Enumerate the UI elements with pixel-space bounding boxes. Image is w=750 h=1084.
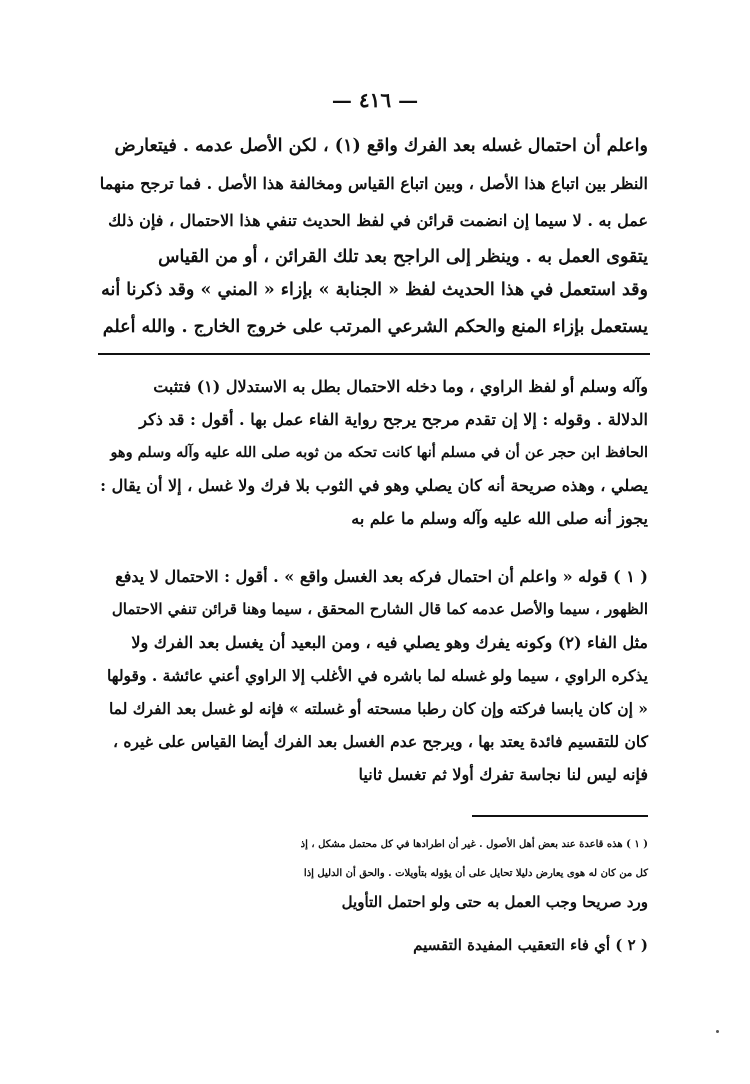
main-paragraph-2 xyxy=(100,272,648,346)
text-line: فإنه ليس لنا نجاسة تفرك أولا ثم تغسل ثانيا xyxy=(358,765,648,784)
main-paragraph-1 xyxy=(100,128,648,276)
text-line: النظر بين اتباع هذا الأصل ، وبين اتباع القياس ومخالفة هذا الأصل . فما ترجح منهما xyxy=(99,174,648,193)
text-line: الدلالة . وقوله : إلا إن تقدم مرجح يرجح رواية الفاء عمل بها . أقول : قد ذكر xyxy=(139,410,648,429)
text-line: يتقوى العمل به . وينظر إلى الراجح بعد تلك القرائن ، أو من القياس xyxy=(158,247,648,267)
commentary-paragraph-2 xyxy=(100,560,648,791)
text-line: وآله وسلم أو لفظ الراوي ، وما دخله الاحتمال بطل به الاستدلال (١) فتثبت xyxy=(153,377,648,396)
text-line: « إن كان يابسا فركته وإن كان رطبا مسحته أو غسلته » فإنه لو غسل بعد الفرك لما xyxy=(108,699,648,718)
footnote-1 xyxy=(300,830,648,917)
text-line: عمل به . لا سيما إن انضمت قرائن في لفظ الحديث تنفي هذا الاحتمال ، فإن ذلك xyxy=(108,211,648,230)
text-line: يستعمل بإزاء المنع والحكم الشرعي المرتب على خروج الخارج . والله أعلم xyxy=(102,317,648,337)
text-line: ( ١ ) هذه قاعدة عند بعض أهل الأصول . غير أن اطرادها في كل محتمل مشكل ، إذ xyxy=(300,839,648,850)
scan-speck xyxy=(716,1030,719,1033)
text-line: ( ٢ ) أي فاء التعقيب المفيدة التقسيم xyxy=(413,936,648,954)
footnote-divider xyxy=(472,815,648,817)
text-line: واعلم أن احتمال غسله بعد الفرك واقع (١) ، لكن الأصل عدمه . فيتعارض xyxy=(114,136,648,156)
text-line: ( ١ ) قوله « واعلم أن احتمال فركه بعد الغسل واقع » . أقول : الاحتمال لا يدفع xyxy=(115,567,648,586)
text-line: يصلي ، وهذه صريحة أنه كان يصلي وهو في الثوب بلا فرك ولا غسل ، إلا أن يقال : xyxy=(100,476,648,495)
text-line: الحافظ ابن حجر عن أن في مسلم أنها كانت تحكه من ثوبه صلى الله عليه وآله وسلم وهو xyxy=(110,444,648,461)
text-line: يجوز أنه صلى الله عليه وآله وسلم ما علم به xyxy=(351,509,648,528)
text-line: ورد صريحا وجب العمل به حتى ولو احتمل التأويل xyxy=(341,893,648,911)
text-line: كان للتقسيم فائدة يعتد بها ، ويرجح عدم الغسل بعد الفرك أيضا القياس على غيره ، xyxy=(113,732,648,751)
text-line: كل من كان له هوى يعارض دليلا تحايل على أن يؤوله بتأويلات . والحق أن الدليل إذا xyxy=(303,868,648,879)
text-line: مثل الفاء (٢) وكونه يفرك وهو يصلي فيه ، ومن البعيد أن يغسل بعد الفرك ولا xyxy=(131,633,648,652)
footnote-2 xyxy=(300,930,648,960)
text-line: وقد استعمل في هذا الحديث لفظ « الجنابة » بإزاء « المني » وقد ذكرنا أنه xyxy=(101,280,648,300)
page-number: — ٤١٦ — xyxy=(331,88,419,112)
commentary-paragraph-1 xyxy=(100,370,648,535)
text-line: الظهور ، سيما والأصل عدمه كما قال الشارح المحقق ، سيما وهنا قرائن تنفي الاحتمال xyxy=(111,600,648,618)
text-line: يذكره الراوي ، سيما ولو غسله لما باشره في الأغلب إلا الراوي أعني عائشة . وقولها xyxy=(106,666,648,685)
section-divider xyxy=(98,353,650,355)
